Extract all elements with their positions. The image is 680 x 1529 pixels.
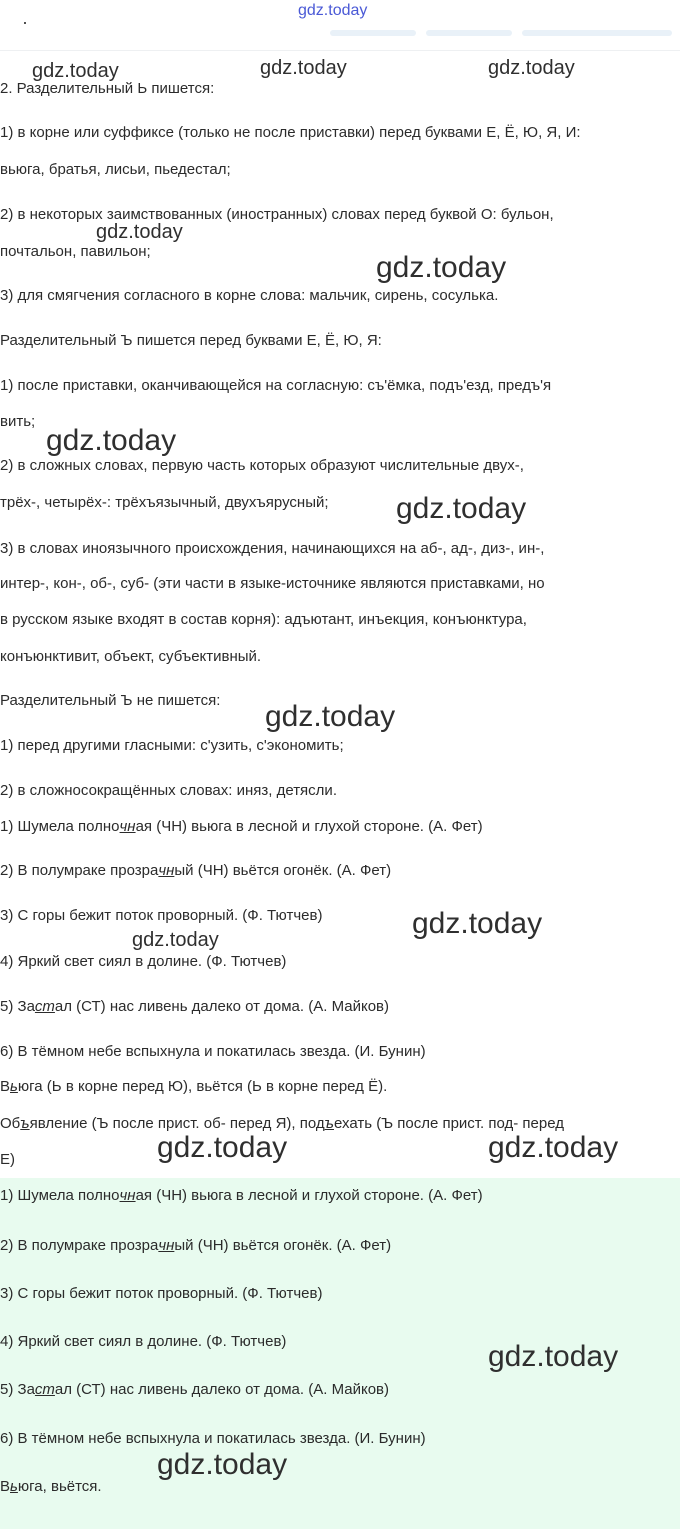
watermark: gdz.today (488, 1131, 619, 1164)
text-run: В (0, 1478, 11, 1495)
sentence-line (0, 998, 680, 1016)
text-run: 4) Яркий свет сиял в долине. (Ф. Тютчев) (0, 1333, 287, 1350)
sentence-line (0, 1430, 680, 1448)
watermark: gdz.today (488, 1340, 619, 1373)
marked-letters: чн (119, 1187, 136, 1204)
sentence-line (0, 1187, 680, 1205)
marked-letters: чн (119, 818, 136, 835)
watermark: gdz.today (157, 1448, 288, 1481)
text-run: юга, вьётся. (17, 1478, 102, 1495)
text-run: 2) В полумраке прозра (0, 862, 159, 879)
sentence-line (0, 1078, 680, 1096)
watermark: gdz.today (396, 492, 527, 525)
watermark: gdz.today (32, 60, 119, 82)
sentence-line (0, 1115, 680, 1133)
sentence-line (0, 1285, 680, 1303)
text-run: 5) За (0, 1381, 35, 1398)
text-run: В (0, 1078, 11, 1095)
sentence-line (0, 953, 680, 971)
text-run: ая (ЧН) вьюга в лесной и глухой стороне. (А. Фет) (135, 1187, 483, 1204)
text-line: конъюнктивит, объект, субъективный. (0, 648, 262, 665)
menu-dot[interactable]: · (22, 12, 28, 32)
marked-letters: чн (158, 1237, 175, 1254)
sentence-line (0, 818, 680, 836)
text-run: Е) (0, 1151, 15, 1168)
text-run: ал (СТ) нас ливень далеко от дома. (А. Майков) (54, 998, 389, 1015)
marked-letters: ст (34, 1381, 55, 1398)
marked-letters: ь (10, 1078, 18, 1095)
text-run: Об (0, 1115, 21, 1132)
marked-letters: ъ (324, 1115, 334, 1132)
watermark: gdz.today (260, 57, 347, 79)
text-line: 1) перед другими гласными: с'узить, с'экономить; (0, 737, 344, 754)
top-bar (0, 0, 680, 51)
text-run: 3) С горы бежит поток проворный. (Ф. Тютчев) (0, 1285, 323, 1302)
sentence-line (0, 1381, 680, 1399)
text-line: 2) в сложносокращённых словах: иняз, детясли. (0, 782, 337, 799)
sentence-line (0, 907, 680, 925)
text-run: 6) В тёмном небе вспыхнула и покатилась звезда. (И. Бунин) (0, 1430, 426, 1447)
sentence-line (0, 862, 680, 880)
text-line: 1) в корне или суффиксе (только не после приставки) перед буквами Е, Ё, Ю, Я, И: (0, 124, 581, 141)
nav-pill[interactable] (522, 30, 672, 36)
text-run: 3) С горы бежит поток проворный. (Ф. Тютчев) (0, 907, 323, 924)
text-line: 3) для смягчения согласного в корне слова: мальчик, сирень, сосулька. (0, 287, 499, 304)
text-line: вьюга, братья, лисьи, пьедестал; (0, 161, 231, 178)
text-line: 2) в некоторых заимствованных (иностранных) словах перед буквой О: бульон, (0, 206, 554, 223)
text-line: Разделительный Ъ пишется перед буквами Е, Ё, Ю, Я: (0, 332, 382, 349)
text-line: вить; (0, 413, 36, 430)
text-run: ал (СТ) нас ливень далеко от дома. (А. Майков) (54, 1381, 389, 1398)
watermark: gdz.today (132, 929, 219, 951)
text-run: ый (ЧН) вьётся огонёк. (А. Фет) (174, 1237, 392, 1254)
watermark: gdz.today (96, 221, 183, 243)
text-run: ехать (Ъ после прист. под- перед (333, 1115, 564, 1132)
text-line: почтальон, павильон; (0, 243, 151, 260)
watermark: gdz.today (488, 57, 575, 79)
text-line: 2. Разделительный Ь пишется: (0, 80, 215, 97)
nav-pill[interactable] (330, 30, 416, 36)
sentence-line (0, 1478, 680, 1496)
text-run: 6) В тёмном небе вспыхнула и покатилась звезда. (И. Бунин) (0, 1043, 426, 1060)
sentence-line (0, 1333, 680, 1351)
sentence-line (0, 1151, 680, 1169)
text-line: трёх-, четырёх-: трёхъязычный, двухъярусный; (0, 494, 329, 511)
marked-letters: чн (158, 862, 175, 879)
text-run: юга (Ь в корне перед Ю), вьётся (Ь в корне перед Ё). (17, 1078, 388, 1095)
marked-letters: ь (10, 1478, 18, 1495)
marked-letters: ст (34, 998, 55, 1015)
marked-letters: ъ (20, 1115, 30, 1132)
text-run: ая (ЧН) вьюга в лесной и глухой стороне. (А. Фет) (135, 818, 483, 835)
watermark: gdz.today (157, 1131, 288, 1164)
sentence-line (0, 1237, 680, 1255)
text-line: 1) после приставки, оканчивающейся на согласную: съ'ёмка, подъ'езд, предъ'я (0, 377, 552, 394)
watermark: gdz.today (412, 907, 543, 940)
text-run: ый (ЧН) вьётся огонёк. (А. Фет) (174, 862, 392, 879)
text-run: 5) За (0, 998, 35, 1015)
answer-highlight (0, 1178, 680, 1529)
text-line: в русском языке входят в состав корня): адъютант, инъекция, конъюнктура, (0, 611, 527, 628)
text-run: явление (Ъ после прист. об- перед Я), под (29, 1115, 325, 1132)
watermark: gdz.today (46, 424, 177, 457)
watermark: gdz.today (265, 700, 396, 733)
text-line: 2) в сложных словах, первую часть которых образуют числительные двух-, (0, 457, 524, 474)
text-line: 3) в словах иноязычного происхождения, начинающихся на аб-, ад-, диз-, ин-, (0, 540, 545, 557)
sentence-line (0, 1043, 680, 1061)
text-run: 1) Шумела полно (0, 818, 120, 835)
site-logo[interactable]: gdz.today (298, 2, 368, 19)
nav-pill[interactable] (426, 30, 512, 36)
text-line: интер-, кон-, об-, суб- (эти части в языке-источнике являются приставками, но (0, 575, 545, 592)
text-run: 2) В полумраке прозра (0, 1237, 159, 1254)
text-run: 4) Яркий свет сиял в долине. (Ф. Тютчев) (0, 953, 287, 970)
text-line: Разделительный Ъ не пишется: (0, 692, 221, 709)
text-run: 1) Шумела полно (0, 1187, 120, 1204)
watermark: gdz.today (376, 251, 507, 284)
